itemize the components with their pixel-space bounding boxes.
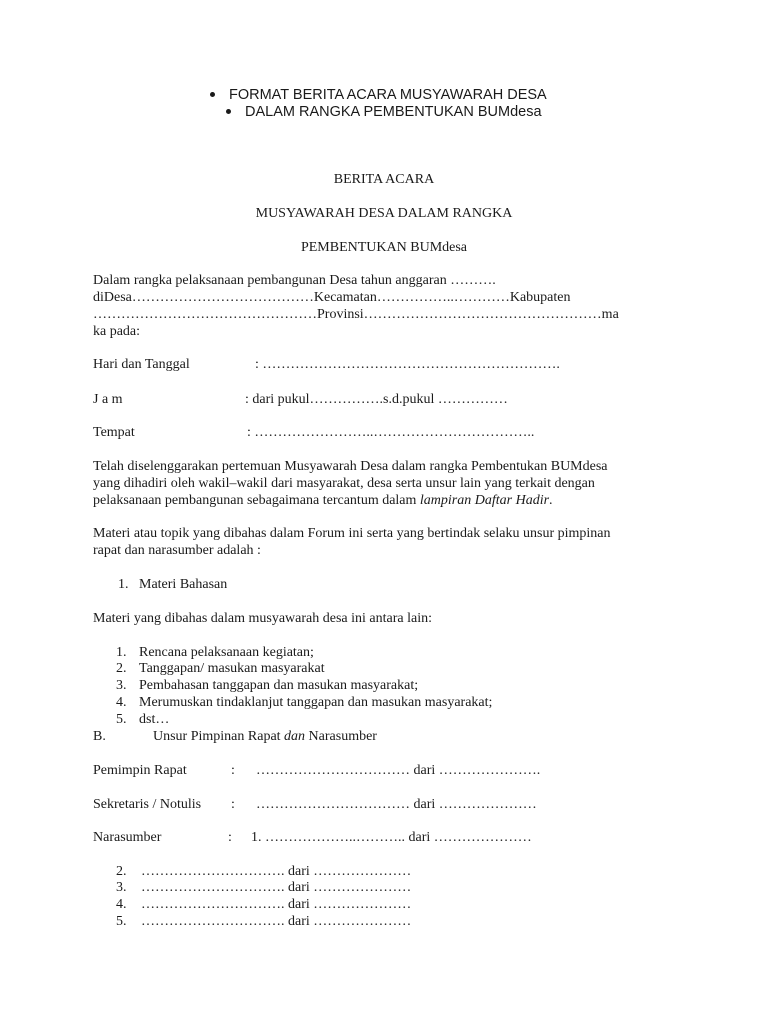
lampiran-daftar-hadir: lampiran Daftar Hadir [419, 493, 550, 508]
para1-line-1: Telah diselenggarakan pertemuan Musyawarah Desa dalam rangka Pembentukan BUMdesa [93, 459, 608, 474]
materi-num-5: 5. [116, 712, 127, 727]
sectionB-pre: Unsur Pimpinan Rapat [153, 729, 285, 744]
intro-line-4: ka pada: [93, 324, 141, 339]
narasumber-item-5: …………………………. dari ………………… [141, 914, 412, 929]
sectionB-letter: B. [93, 729, 106, 744]
materi-num-2: 2. [116, 661, 127, 676]
narasumber-item-3: …………………………. dari ………………… [141, 880, 412, 895]
materi-num-1: 1. [116, 645, 127, 660]
pemimpin-value: …………………………… dari …………………. [256, 763, 541, 778]
sekretaris-label: Sekretaris / Notulis [93, 797, 202, 812]
sectionB-heading [153, 729, 377, 745]
sekretaris-value: …………………………… dari ………………… [256, 797, 537, 812]
header-line-1 [210, 87, 547, 103]
sekretaris-colon: : [231, 797, 235, 812]
hari-value: : ………………………………………………………. [255, 357, 560, 372]
materi-item-1: Rencana pelaksanaan kegiatan; [139, 645, 314, 660]
header-line-2 [226, 104, 542, 120]
materi-item-5: dst… [139, 712, 170, 727]
bullet-icon [210, 92, 215, 97]
materi-num-3: 3. [116, 678, 127, 693]
tempat-value: : ……………………..…………………………….. [247, 425, 535, 440]
title-berita-acara: BERITA ACARA [333, 172, 435, 187]
jam-value: : dari pukul…………….s.d.pukul …………… [245, 392, 508, 407]
materi-num-4: 4. [116, 695, 127, 710]
pemimpin-label: Pemimpin Rapat [93, 763, 187, 778]
narasumber-item-2: …………………………. dari ………………… [141, 864, 412, 879]
narasumber-num-2: 2. [116, 864, 127, 879]
section1-label: Materi Bahasan [139, 577, 228, 592]
materi-item-4: Merumuskan tindaklanjut tanggapan dan masukan masyarakat; [139, 695, 493, 710]
para2-line-1: Materi atau topik yang dibahas dalam Forum ini serta yang bertindak selaku unsur pimpinan [93, 526, 611, 541]
header-line-1-text: FORMAT BERITA ACARA MUSYAWARAH DESA [229, 87, 547, 103]
title-pembentukan: PEMBENTUKAN BUMdesa [300, 240, 468, 255]
intro-line-3: …………………………………………Provinsi……………………………………………ma [93, 307, 619, 322]
narasumber-num-4: 4. [116, 897, 127, 912]
narasumber-colon: : [228, 830, 232, 845]
hari-label: Hari dan Tanggal [93, 357, 190, 372]
narasumber-value: 1. ………………..……….. dari ………………… [251, 830, 532, 845]
sectionB-italic: dan [284, 729, 306, 744]
narasumber-item-4: …………………………. dari ………………… [141, 897, 412, 912]
intro-line-2: diDesa…………………………………Kecamatan……………..…………Kabupaten [93, 290, 571, 305]
narasumber-num-3: 3. [116, 880, 127, 895]
materi-item-3: Pembahasan tanggapan dan masukan masyarakat; [139, 678, 419, 693]
para2-line-2: rapat dan narasumber adalah : [93, 543, 261, 558]
materi-item-2: Tanggapan/ masukan masyarakat [139, 661, 325, 676]
tempat-label: Tempat [93, 425, 135, 440]
intro-line-1: Dalam rangka pelaksanaan pembangunan Desa tahun anggaran ………. [93, 273, 496, 288]
para1-line-3-start: pelaksanaan pembangunan sebagaimana tercantum dalam [93, 493, 420, 508]
title-musyawarah: MUSYAWARAH DESA DALAM RANGKA [255, 206, 513, 221]
narasumber-label: Narasumber [93, 830, 162, 845]
para1-line-3-end: . [549, 493, 553, 508]
para1-line-3 [93, 493, 553, 509]
pemimpin-colon: : [231, 763, 235, 778]
materi-intro: Materi yang dibahas dalam musyawarah desa ini antara lain: [93, 611, 432, 626]
narasumber-num-5: 5. [116, 914, 127, 929]
bullet-icon [226, 109, 231, 114]
section1-num: 1. [118, 577, 129, 592]
para1-line-2: yang dihadiri oleh wakil–wakil dari masyarakat, desa serta unsur lain yang terkait dengan [93, 476, 595, 491]
jam-label: J a m [93, 392, 123, 407]
sectionB-post: Narasumber [305, 729, 377, 744]
header-line-2-text: DALAM RANGKA PEMBENTUKAN BUMdesa [245, 104, 542, 120]
